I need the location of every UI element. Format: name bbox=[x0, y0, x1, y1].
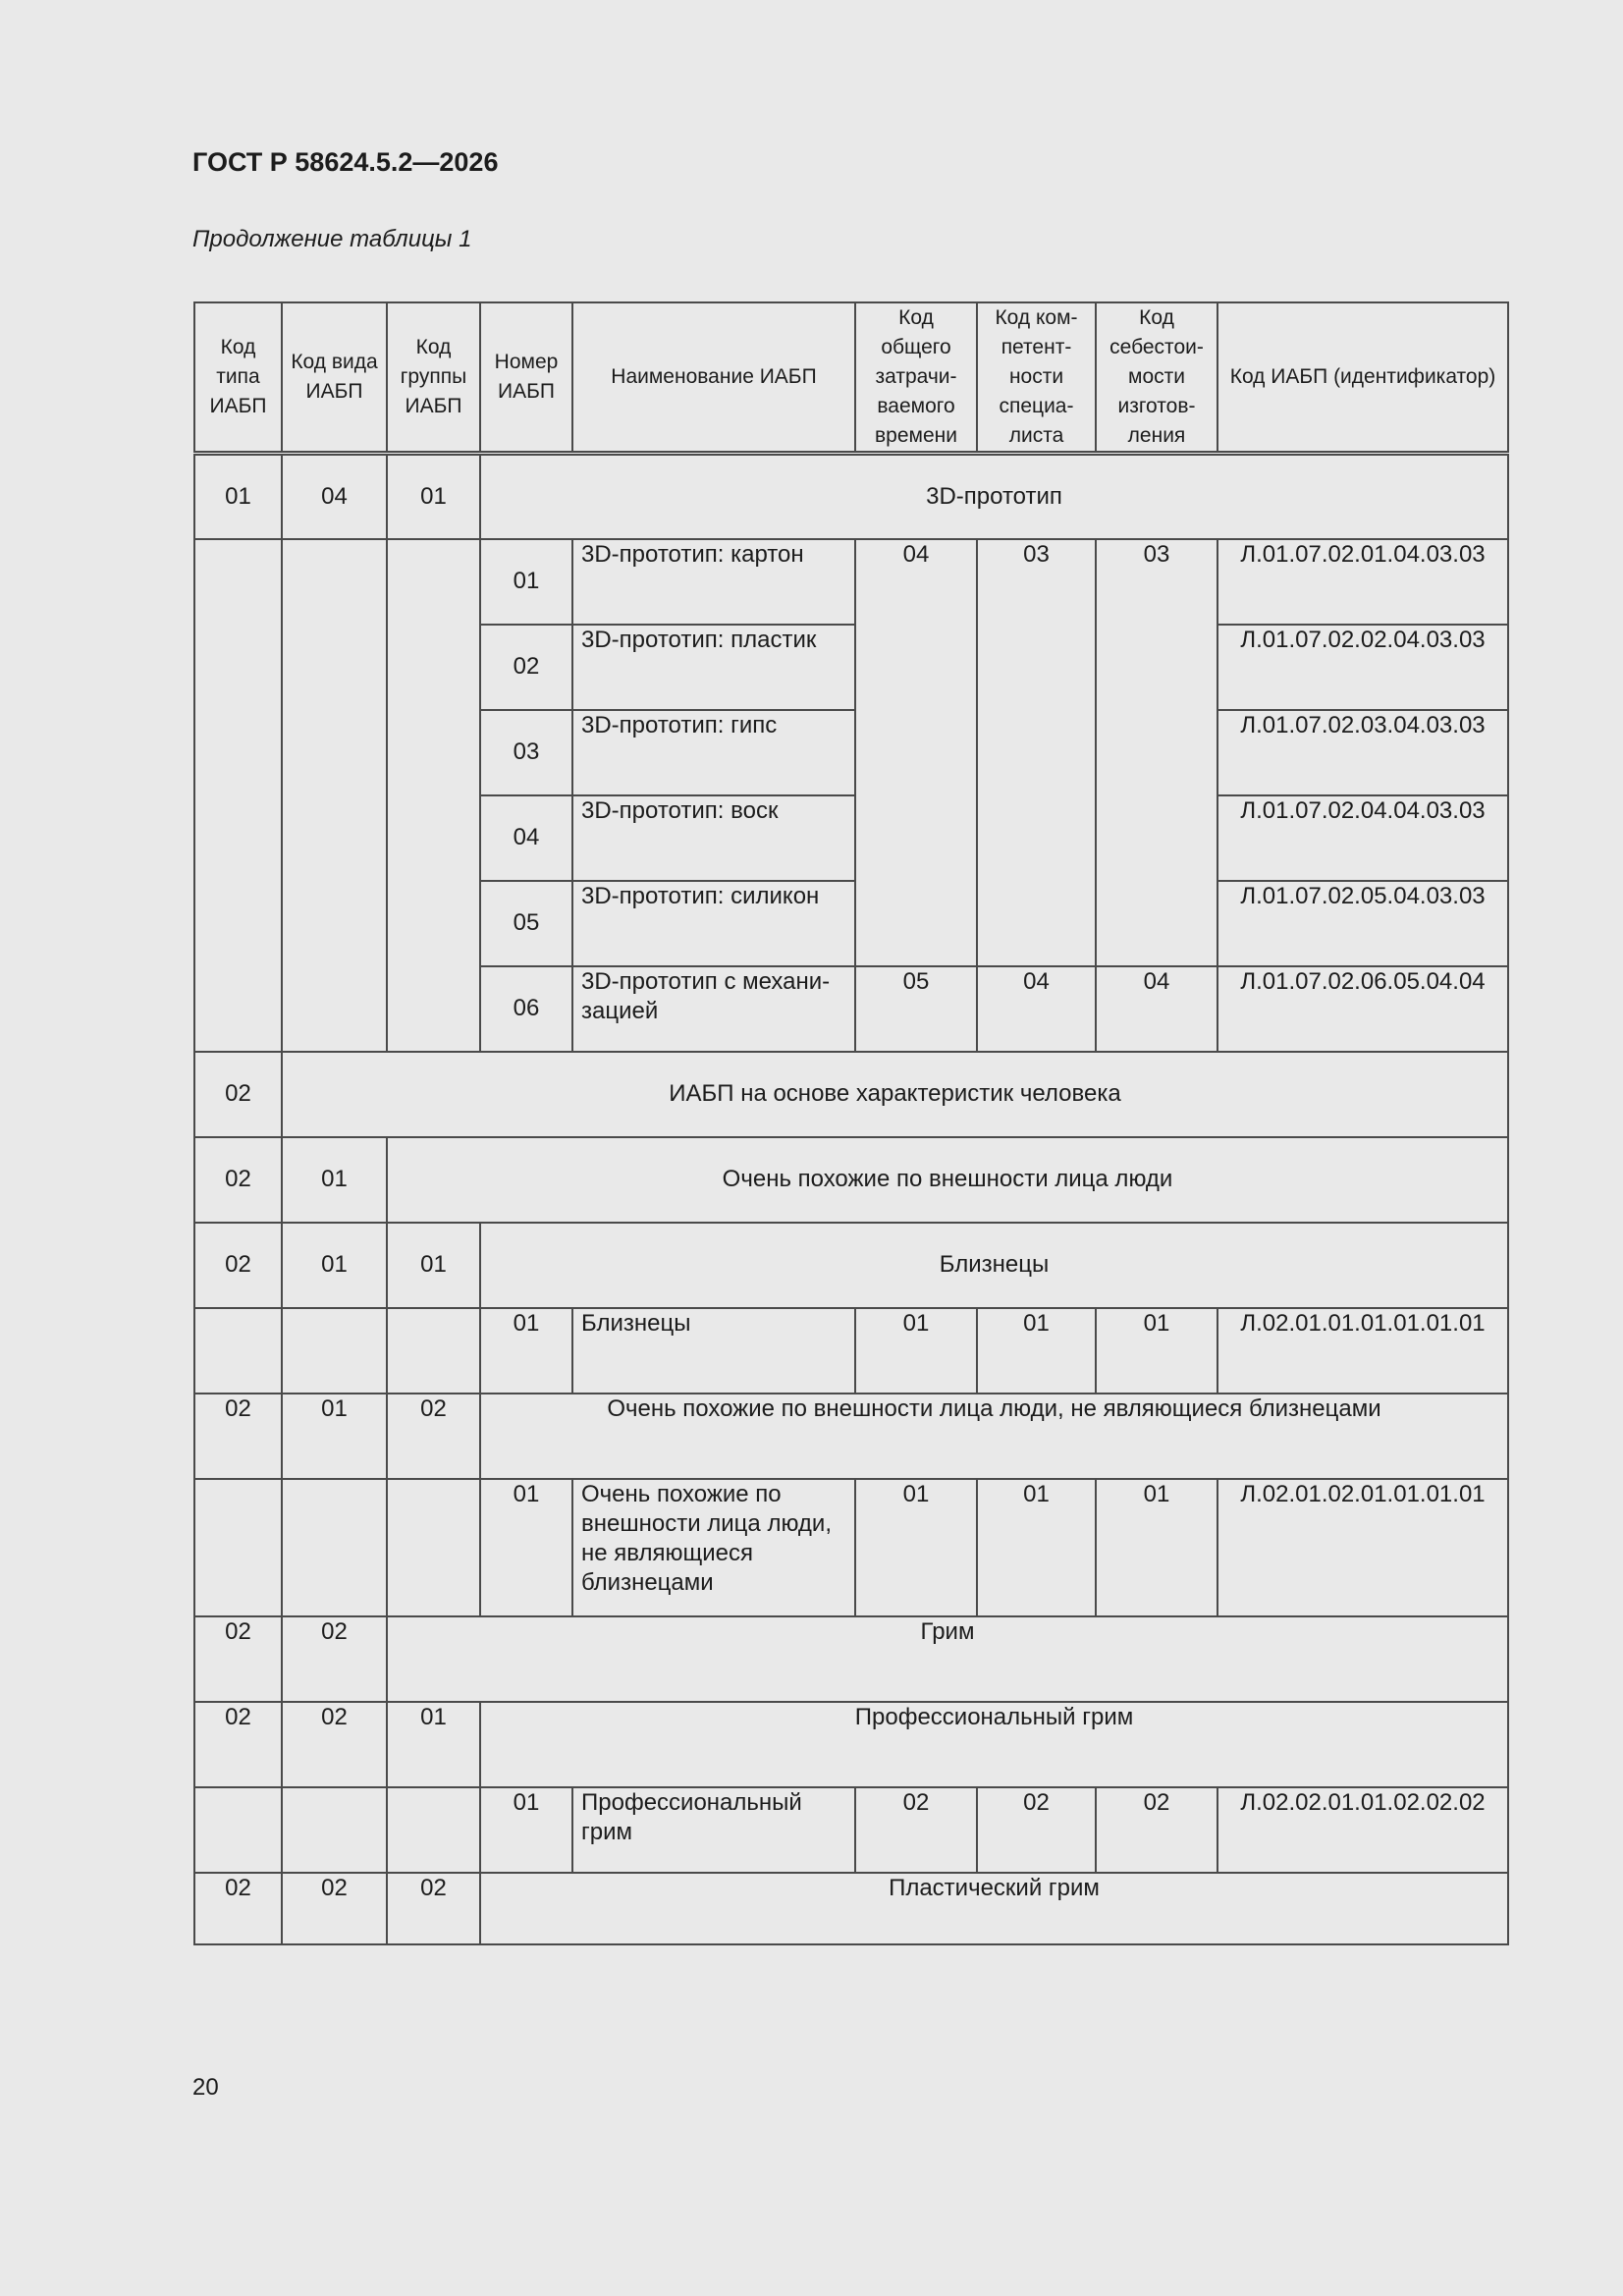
cell-cost: 03 bbox=[1096, 539, 1217, 966]
cell-group-empty bbox=[387, 539, 480, 1052]
cell-number: 01 bbox=[480, 539, 572, 625]
col-header-cost: Код себестои-мости изготов-ления bbox=[1096, 302, 1217, 454]
cell-number: 02 bbox=[480, 625, 572, 710]
cell-kind: 02 bbox=[282, 1702, 387, 1787]
cell-name: 3D-прототип: силикон bbox=[572, 881, 855, 966]
cell-name: 3D-прототип: гипс bbox=[572, 710, 855, 795]
cell-kind-empty bbox=[282, 1308, 387, 1394]
cell-cost: 04 bbox=[1096, 966, 1217, 1052]
col-header-competence: Код ком-петент-ности специа-листа bbox=[977, 302, 1096, 454]
cell-name: 3D-прототип: картон bbox=[572, 539, 855, 625]
cell-name: Профессиональный грим bbox=[572, 1787, 855, 1873]
cell-number: 04 bbox=[480, 795, 572, 881]
cell-cost: 01 bbox=[1096, 1308, 1217, 1394]
cell-competence: 02 bbox=[977, 1787, 1096, 1873]
group-title: Профессиональный грим bbox=[480, 1702, 1508, 1787]
cell-kind: 04 bbox=[282, 454, 387, 539]
col-header-number: Номер ИАБП bbox=[480, 302, 572, 454]
cell-group-empty bbox=[387, 1787, 480, 1873]
table-row bbox=[194, 1394, 1508, 1479]
table-row bbox=[194, 539, 1508, 625]
table-row bbox=[194, 1223, 1508, 1308]
cell-type-empty bbox=[194, 539, 282, 1052]
col-header-kind: Код вида ИАБП bbox=[282, 302, 387, 454]
cell-name: 3D-прототип с механи-зацией bbox=[572, 966, 855, 1052]
cell-type-empty bbox=[194, 1787, 282, 1873]
cell-type-empty bbox=[194, 1479, 282, 1616]
table-row bbox=[194, 1873, 1508, 1944]
cell-kind: 01 bbox=[282, 1137, 387, 1223]
cell-number: 01 bbox=[480, 1787, 572, 1873]
cell-code: Л.01.07.02.03.04.03.03 bbox=[1217, 710, 1508, 795]
cell-time: 05 bbox=[855, 966, 977, 1052]
cell-number: 05 bbox=[480, 881, 572, 966]
cell-competence: 04 bbox=[977, 966, 1096, 1052]
cell-group-empty bbox=[387, 1308, 480, 1394]
cell-time: 04 bbox=[855, 539, 977, 966]
cell-kind: 01 bbox=[282, 1223, 387, 1308]
table-row bbox=[194, 1308, 1508, 1394]
page-number: 20 bbox=[192, 2074, 219, 2101]
cell-type: 02 bbox=[194, 1873, 282, 1944]
table-row bbox=[194, 1479, 1508, 1616]
cell-type-empty bbox=[194, 1308, 282, 1394]
cell-time: 01 bbox=[855, 1479, 977, 1616]
cell-number: 03 bbox=[480, 710, 572, 795]
cell-code: Л.01.07.02.06.05.04.04 bbox=[1217, 966, 1508, 1052]
cell-cost: 02 bbox=[1096, 1787, 1217, 1873]
cell-name: 3D-прототип: пластик bbox=[572, 625, 855, 710]
cell-code: Л.01.07.02.02.04.03.03 bbox=[1217, 625, 1508, 710]
cell-number: 06 bbox=[480, 966, 572, 1052]
cell-kind: 01 bbox=[282, 1394, 387, 1479]
group-title: Очень похожие по внешности лица люди bbox=[387, 1137, 1508, 1223]
cell-kind-empty bbox=[282, 1479, 387, 1616]
group-title: Пластический грим bbox=[480, 1873, 1508, 1944]
cell-name: Очень похожие по внешности лица люди, не являющиеся близнецами bbox=[572, 1479, 855, 1616]
cell-kind-empty bbox=[282, 1787, 387, 1873]
group-title: Близнецы bbox=[480, 1223, 1508, 1308]
table-row bbox=[194, 1787, 1508, 1873]
cell-number: 01 bbox=[480, 1479, 572, 1616]
table-row bbox=[194, 1137, 1508, 1223]
cell-type: 02 bbox=[194, 1137, 282, 1223]
cell-type: 02 bbox=[194, 1223, 282, 1308]
cell-kind: 02 bbox=[282, 1873, 387, 1944]
cell-cost: 01 bbox=[1096, 1479, 1217, 1616]
cell-code: Л.01.07.02.04.04.03.03 bbox=[1217, 795, 1508, 881]
cell-type: 02 bbox=[194, 1052, 282, 1137]
cell-group-empty bbox=[387, 1479, 480, 1616]
table-row bbox=[194, 1702, 1508, 1787]
cell-name: Близнецы bbox=[572, 1308, 855, 1394]
cell-group: 01 bbox=[387, 454, 480, 539]
col-header-code: Код ИАБП (идентификатор) bbox=[1217, 302, 1508, 454]
table-row bbox=[194, 454, 1508, 539]
cell-code: Л.02.01.01.01.01.01.01 bbox=[1217, 1308, 1508, 1394]
document-title: ГОСТ Р 58624.5.2—2026 bbox=[192, 147, 499, 177]
cell-code: Л.02.02.01.01.02.02.02 bbox=[1217, 1787, 1508, 1873]
group-title: Очень похожие по внешности лица люди, не являющиеся близнецами bbox=[480, 1394, 1508, 1479]
cell-name: 3D-прототип: воск bbox=[572, 795, 855, 881]
cell-code: Л.01.07.02.01.04.03.03 bbox=[1217, 539, 1508, 625]
col-header-name: Наименование ИАБП bbox=[572, 302, 855, 454]
cell-type: 02 bbox=[194, 1616, 282, 1702]
cell-competence: 01 bbox=[977, 1479, 1096, 1616]
table-header-row bbox=[194, 302, 1508, 454]
iabp-table bbox=[193, 301, 1509, 1945]
cell-code: Л.01.07.02.05.04.03.03 bbox=[1217, 881, 1508, 966]
cell-competence: 01 bbox=[977, 1308, 1096, 1394]
cell-kind: 02 bbox=[282, 1616, 387, 1702]
cell-group: 02 bbox=[387, 1873, 480, 1944]
cell-kind-empty bbox=[282, 539, 387, 1052]
table-row bbox=[194, 1052, 1508, 1137]
cell-type: 02 bbox=[194, 1394, 282, 1479]
cell-type: 01 bbox=[194, 454, 282, 539]
col-header-time: Код общего затрачи-ваемого времени bbox=[855, 302, 977, 454]
cell-group: 01 bbox=[387, 1702, 480, 1787]
table-row bbox=[194, 1616, 1508, 1702]
group-title: ИАБП на основе характеристик человека bbox=[282, 1052, 1508, 1137]
table-continuation-caption: Продолжение таблицы 1 bbox=[192, 226, 472, 252]
cell-group: 02 bbox=[387, 1394, 480, 1479]
cell-time: 02 bbox=[855, 1787, 977, 1873]
col-header-group: Код группы ИАБП bbox=[387, 302, 480, 454]
cell-type: 02 bbox=[194, 1702, 282, 1787]
group-title: 3D-прототип bbox=[480, 454, 1508, 539]
group-title: Грим bbox=[387, 1616, 1508, 1702]
col-header-type: Код типа ИАБП bbox=[194, 302, 282, 454]
cell-time: 01 bbox=[855, 1308, 977, 1394]
cell-number: 01 bbox=[480, 1308, 572, 1394]
cell-competence: 03 bbox=[977, 539, 1096, 966]
cell-group: 01 bbox=[387, 1223, 480, 1308]
cell-code: Л.02.01.02.01.01.01.01 bbox=[1217, 1479, 1508, 1616]
